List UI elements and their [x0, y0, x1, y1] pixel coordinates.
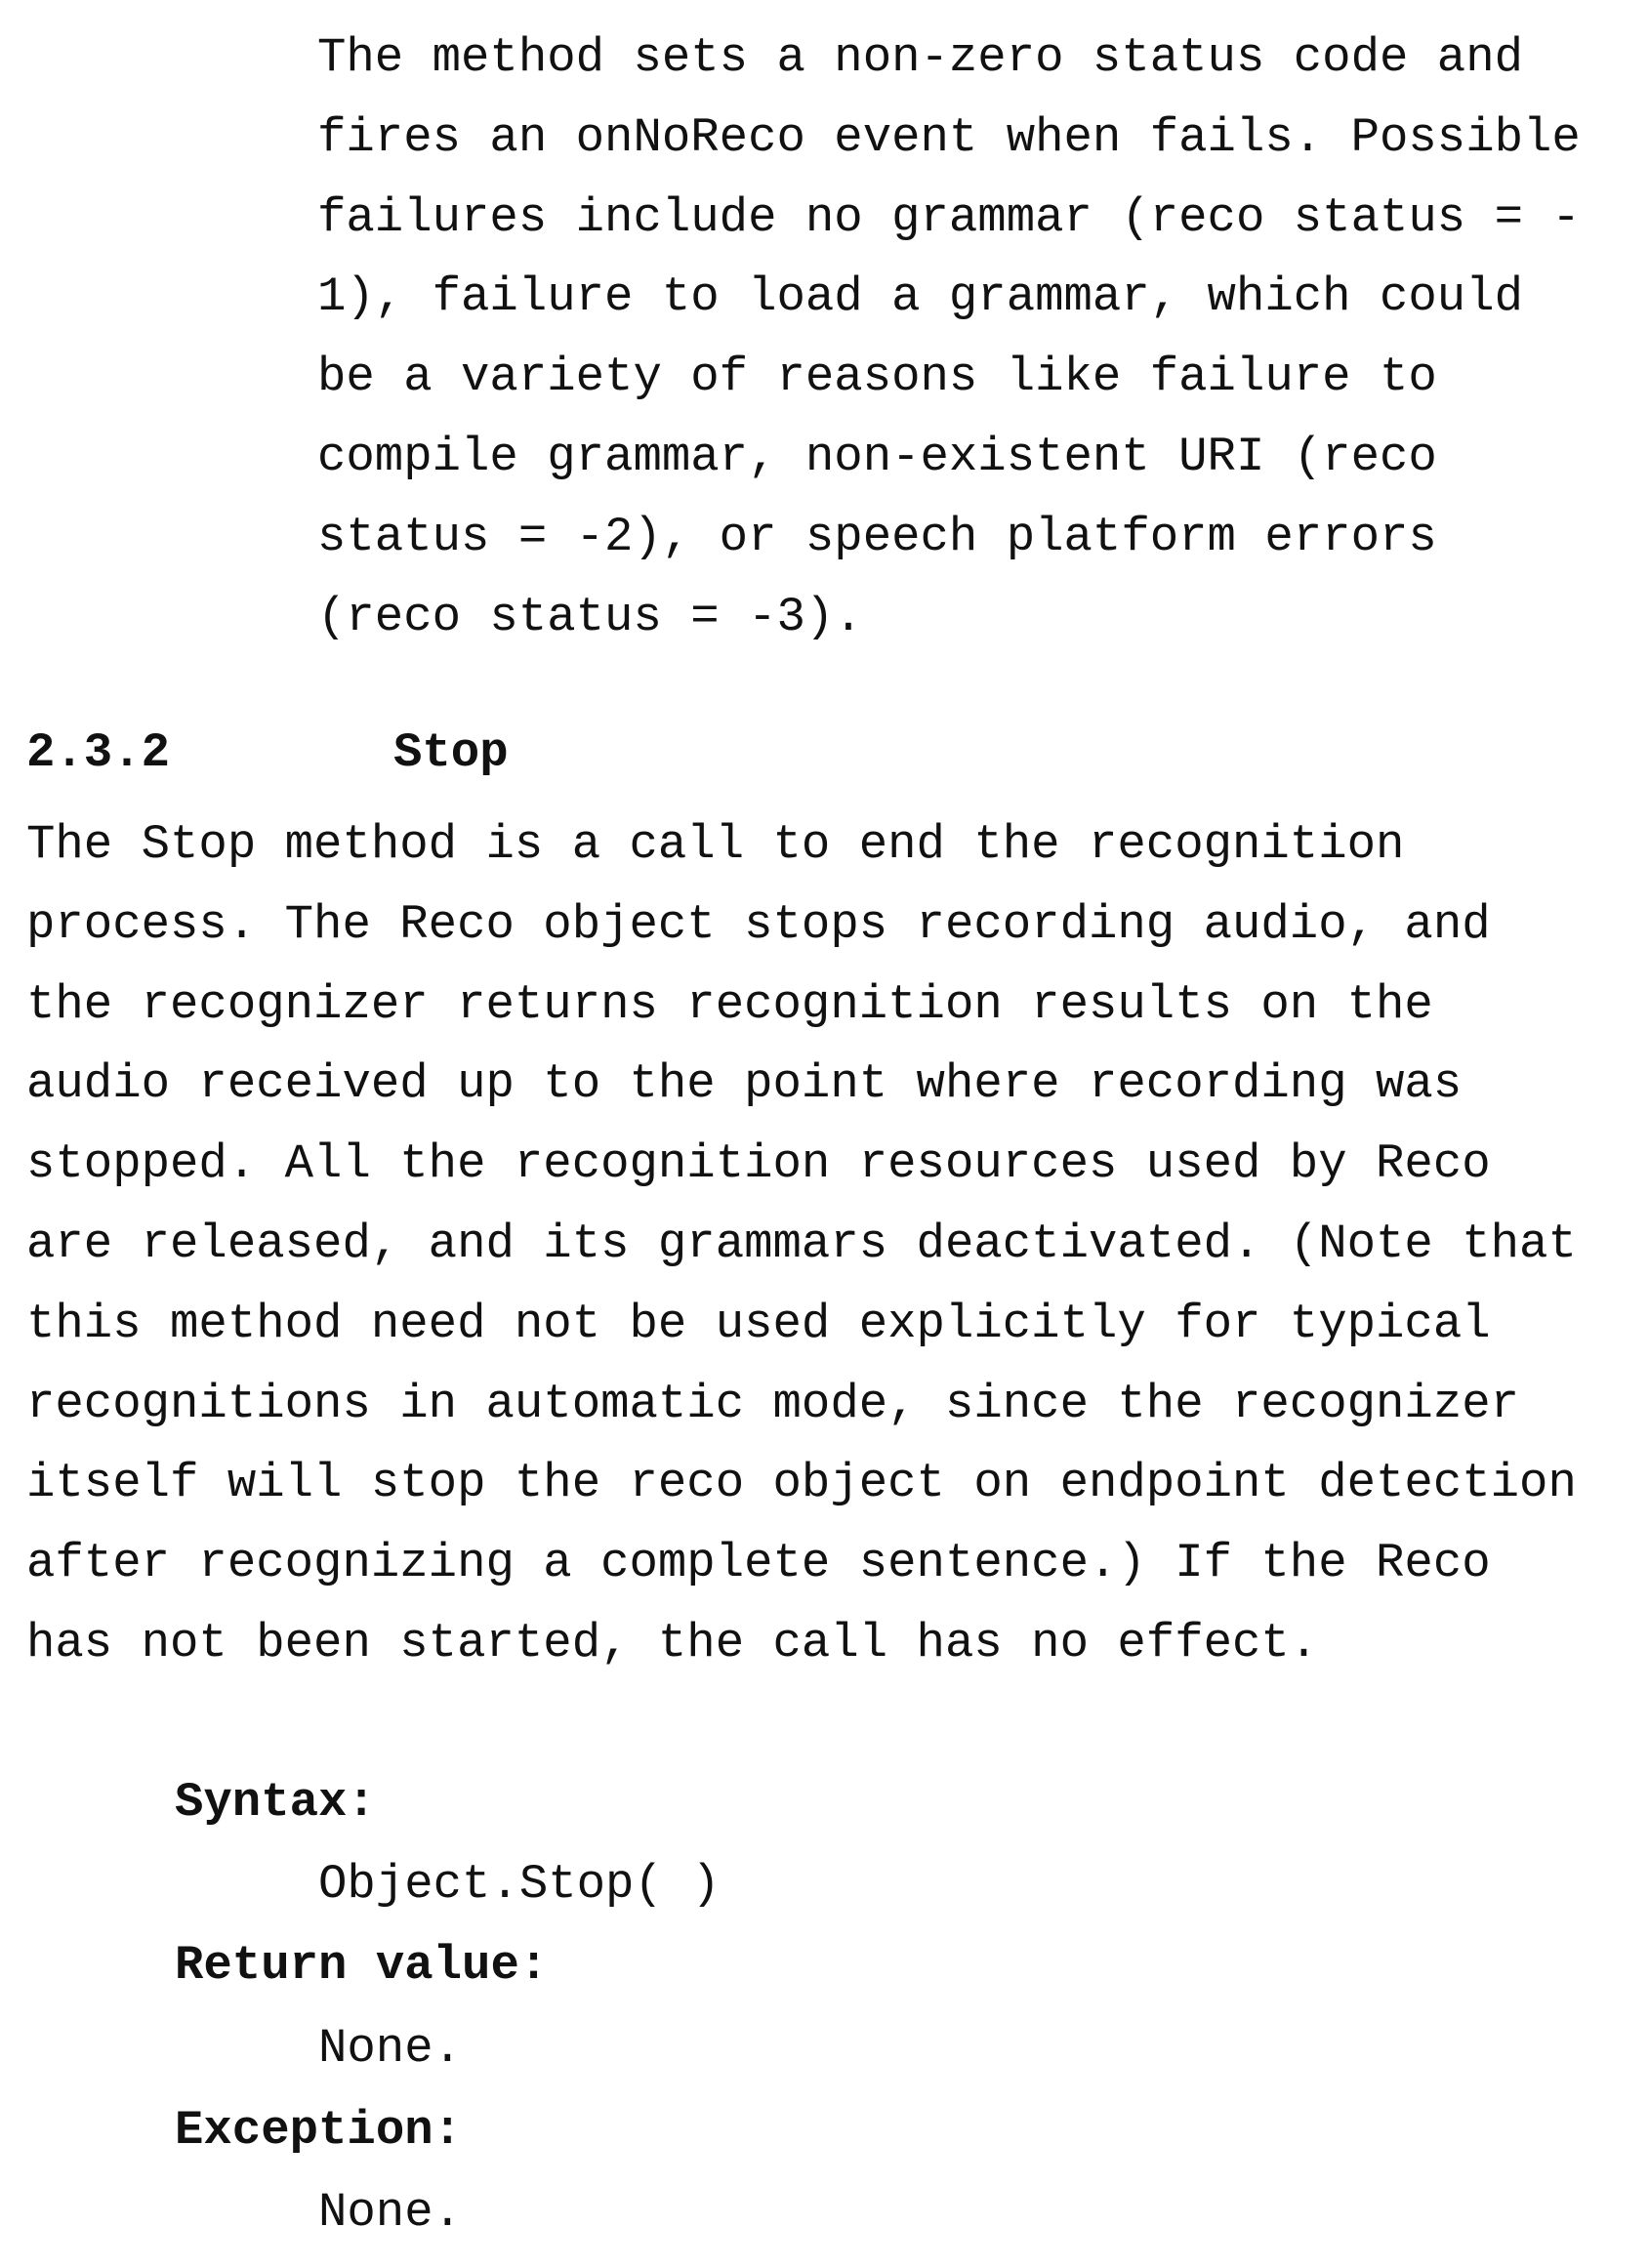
paragraph-stop-description: [26, 805, 1577, 1684]
text-line: stopped. All the recognition resources used by Reco: [26, 1125, 1577, 1205]
text-line: itself will stop the reco object on endpoint detection: [26, 1444, 1577, 1524]
text-line: has not been started, the call has no effect.: [26, 1604, 1577, 1684]
text-line: after recognizing a complete sentence.) If the Reco: [26, 1524, 1577, 1604]
text-line: 1), failure to load a grammar, which could: [317, 258, 1581, 338]
text-line: status = -2), or speech platform errors: [317, 498, 1581, 578]
exception-value: None.: [318, 2172, 462, 2252]
text-line: compile grammar, non-existent URI (reco: [317, 418, 1581, 498]
text-line: be a variety of reasons like failure to: [317, 338, 1581, 418]
text-line: process. The Reco object stops recording audio, and: [26, 886, 1577, 966]
text-line: the recognizer returns recognition results on the: [26, 966, 1577, 1046]
text-line: recognitions in automatic mode, since the recognizer: [26, 1365, 1577, 1445]
text-line: The method sets a non-zero status code and: [317, 19, 1581, 99]
text-line: are released, and its grammars deactivated. (Note that: [26, 1205, 1577, 1285]
text-line: The Stop method is a call to end the recognition: [26, 805, 1577, 886]
text-line: (reco status = -3).: [317, 578, 1581, 658]
syntax-value: Object.Stop( ): [318, 1844, 721, 1924]
return-value: None.: [318, 2008, 462, 2088]
text-line: fires an onNoReco event when fails. Possible: [317, 99, 1581, 179]
section-number: 2.3.2: [26, 713, 170, 793]
return-value-label: Return value:: [175, 1925, 548, 2005]
text-line: audio received up to the point where recording was: [26, 1045, 1577, 1125]
paragraph-failure-description: [317, 19, 1581, 657]
syntax-label: Syntax:: [175, 1762, 376, 1842]
text-line: this method need not be used explicitly for typical: [26, 1285, 1577, 1365]
text-line: failures include no grammar (reco status = -: [317, 179, 1581, 259]
section-title: Stop: [393, 713, 509, 793]
exception-label: Exception:: [175, 2090, 462, 2170]
